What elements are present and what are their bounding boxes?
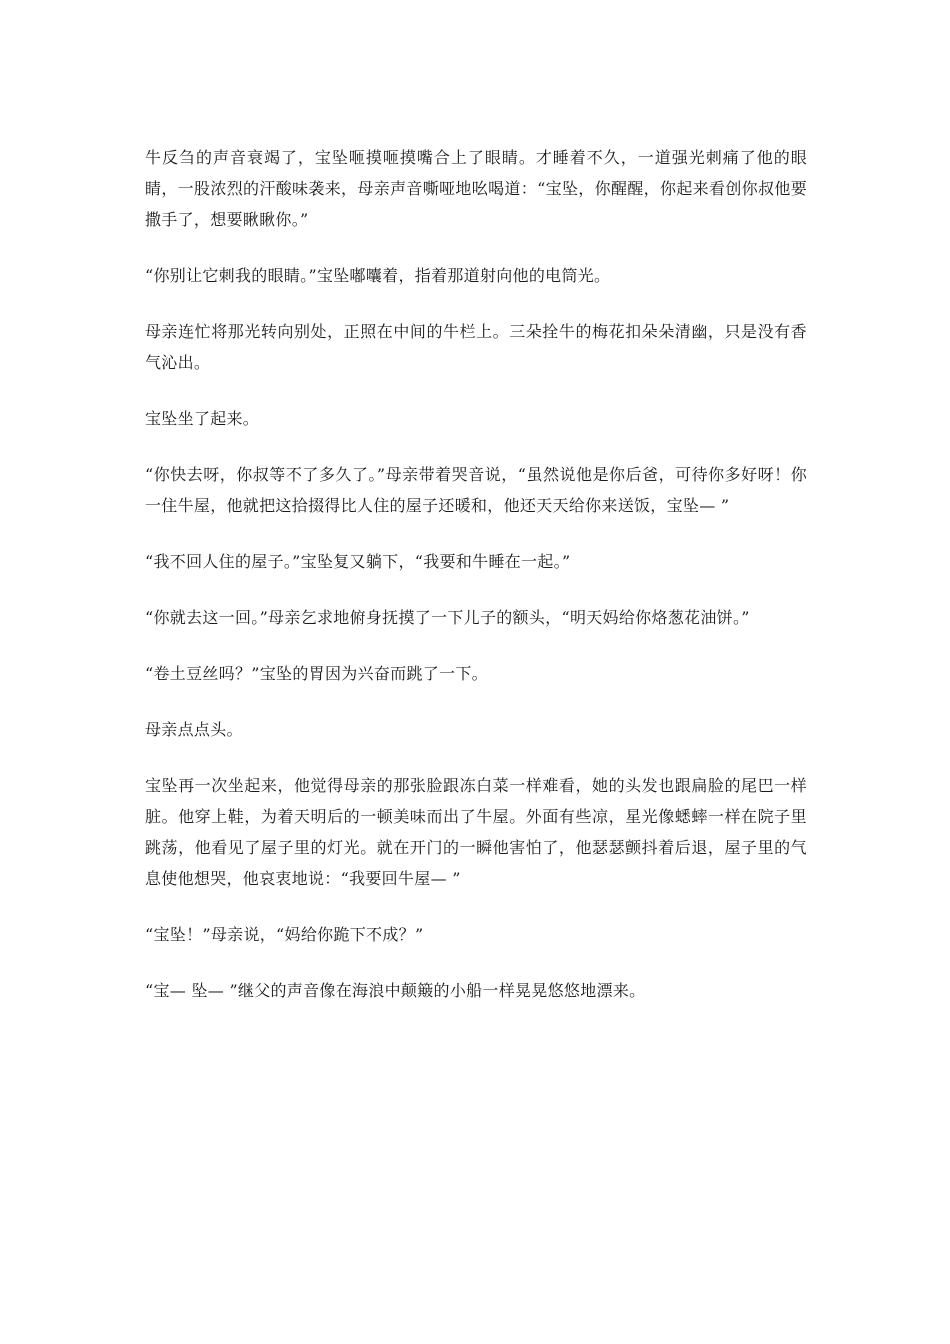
document-body (145, 142, 807, 1031)
paragraph: 宝坠坐了起来。 (145, 409, 260, 428)
paragraph: “你别让它刺我的眼睛。”宝坠嘟囔着，指着那道射向他的电筒光。 (145, 266, 611, 285)
paragraph: 牛反刍的声音衰竭了，宝坠咂摸咂摸嘴合上了眼睛。才睡着不久，一道强光刺痛了他的眼睛，一股浓烈的汗酸味袭来，母亲声音嘶哑地吆喝道：“宝坠，你醒醒，你起来看创你叔他要撒手了，想要瞅瞅你。” (145, 148, 807, 229)
paragraph: “宝坠！”母亲说，“妈给你跪下不成？” (145, 925, 424, 944)
paragraph: 宝坠再一次坐起来，他觉得母亲的那张脸跟冻白菜一样难看，她的头发也跟扁脸的尾巴一样脏。他穿上鞋，为着天明后的一顿美味而出了牛屋。外面有些凉，星光像蟋蟀一样在院子里跳荡，他看见了屋子里的灯光。就在开门的一瞬他害怕了，他瑟瑟颤抖着后退，屋子里的气息使他想哭，他哀衷地说：“我要回牛屋— ” (145, 776, 807, 888)
paragraph: 母亲连忙将那光转向别处，正照在中间的牛栏上。三朵拴牛的梅花扣朵朵清幽，只是没有香气沁出。 (145, 322, 807, 372)
paragraph: 母亲点点头。 (145, 720, 243, 739)
paragraph: “你就去这一回。”母亲乞求地俯身抚摸了一下儿子的额头，“明天妈给你烙葱花油饼。” (145, 608, 750, 627)
paragraph: “宝— 坠— ”继父的声音像在海浪中颠簸的小船一样晃晃悠悠地漂来。 (145, 981, 646, 1000)
paragraph: “你快去呀，你叔等不了多久了。”母亲带着哭音说，“虽然说他是你后爸，可待你多好呀！你一住牛屋，他就把这拾掇得比人住的屋子还暖和，他还天天给你来送饭，宝坠— ” (145, 465, 807, 515)
paragraph: “卷土豆丝吗？”宝坠的胃因为兴奋而跳了一下。 (145, 664, 488, 683)
paragraph: “我不回人住的屋子。”宝坠复又躺下，“我要和牛睡在一起。” (145, 552, 571, 571)
